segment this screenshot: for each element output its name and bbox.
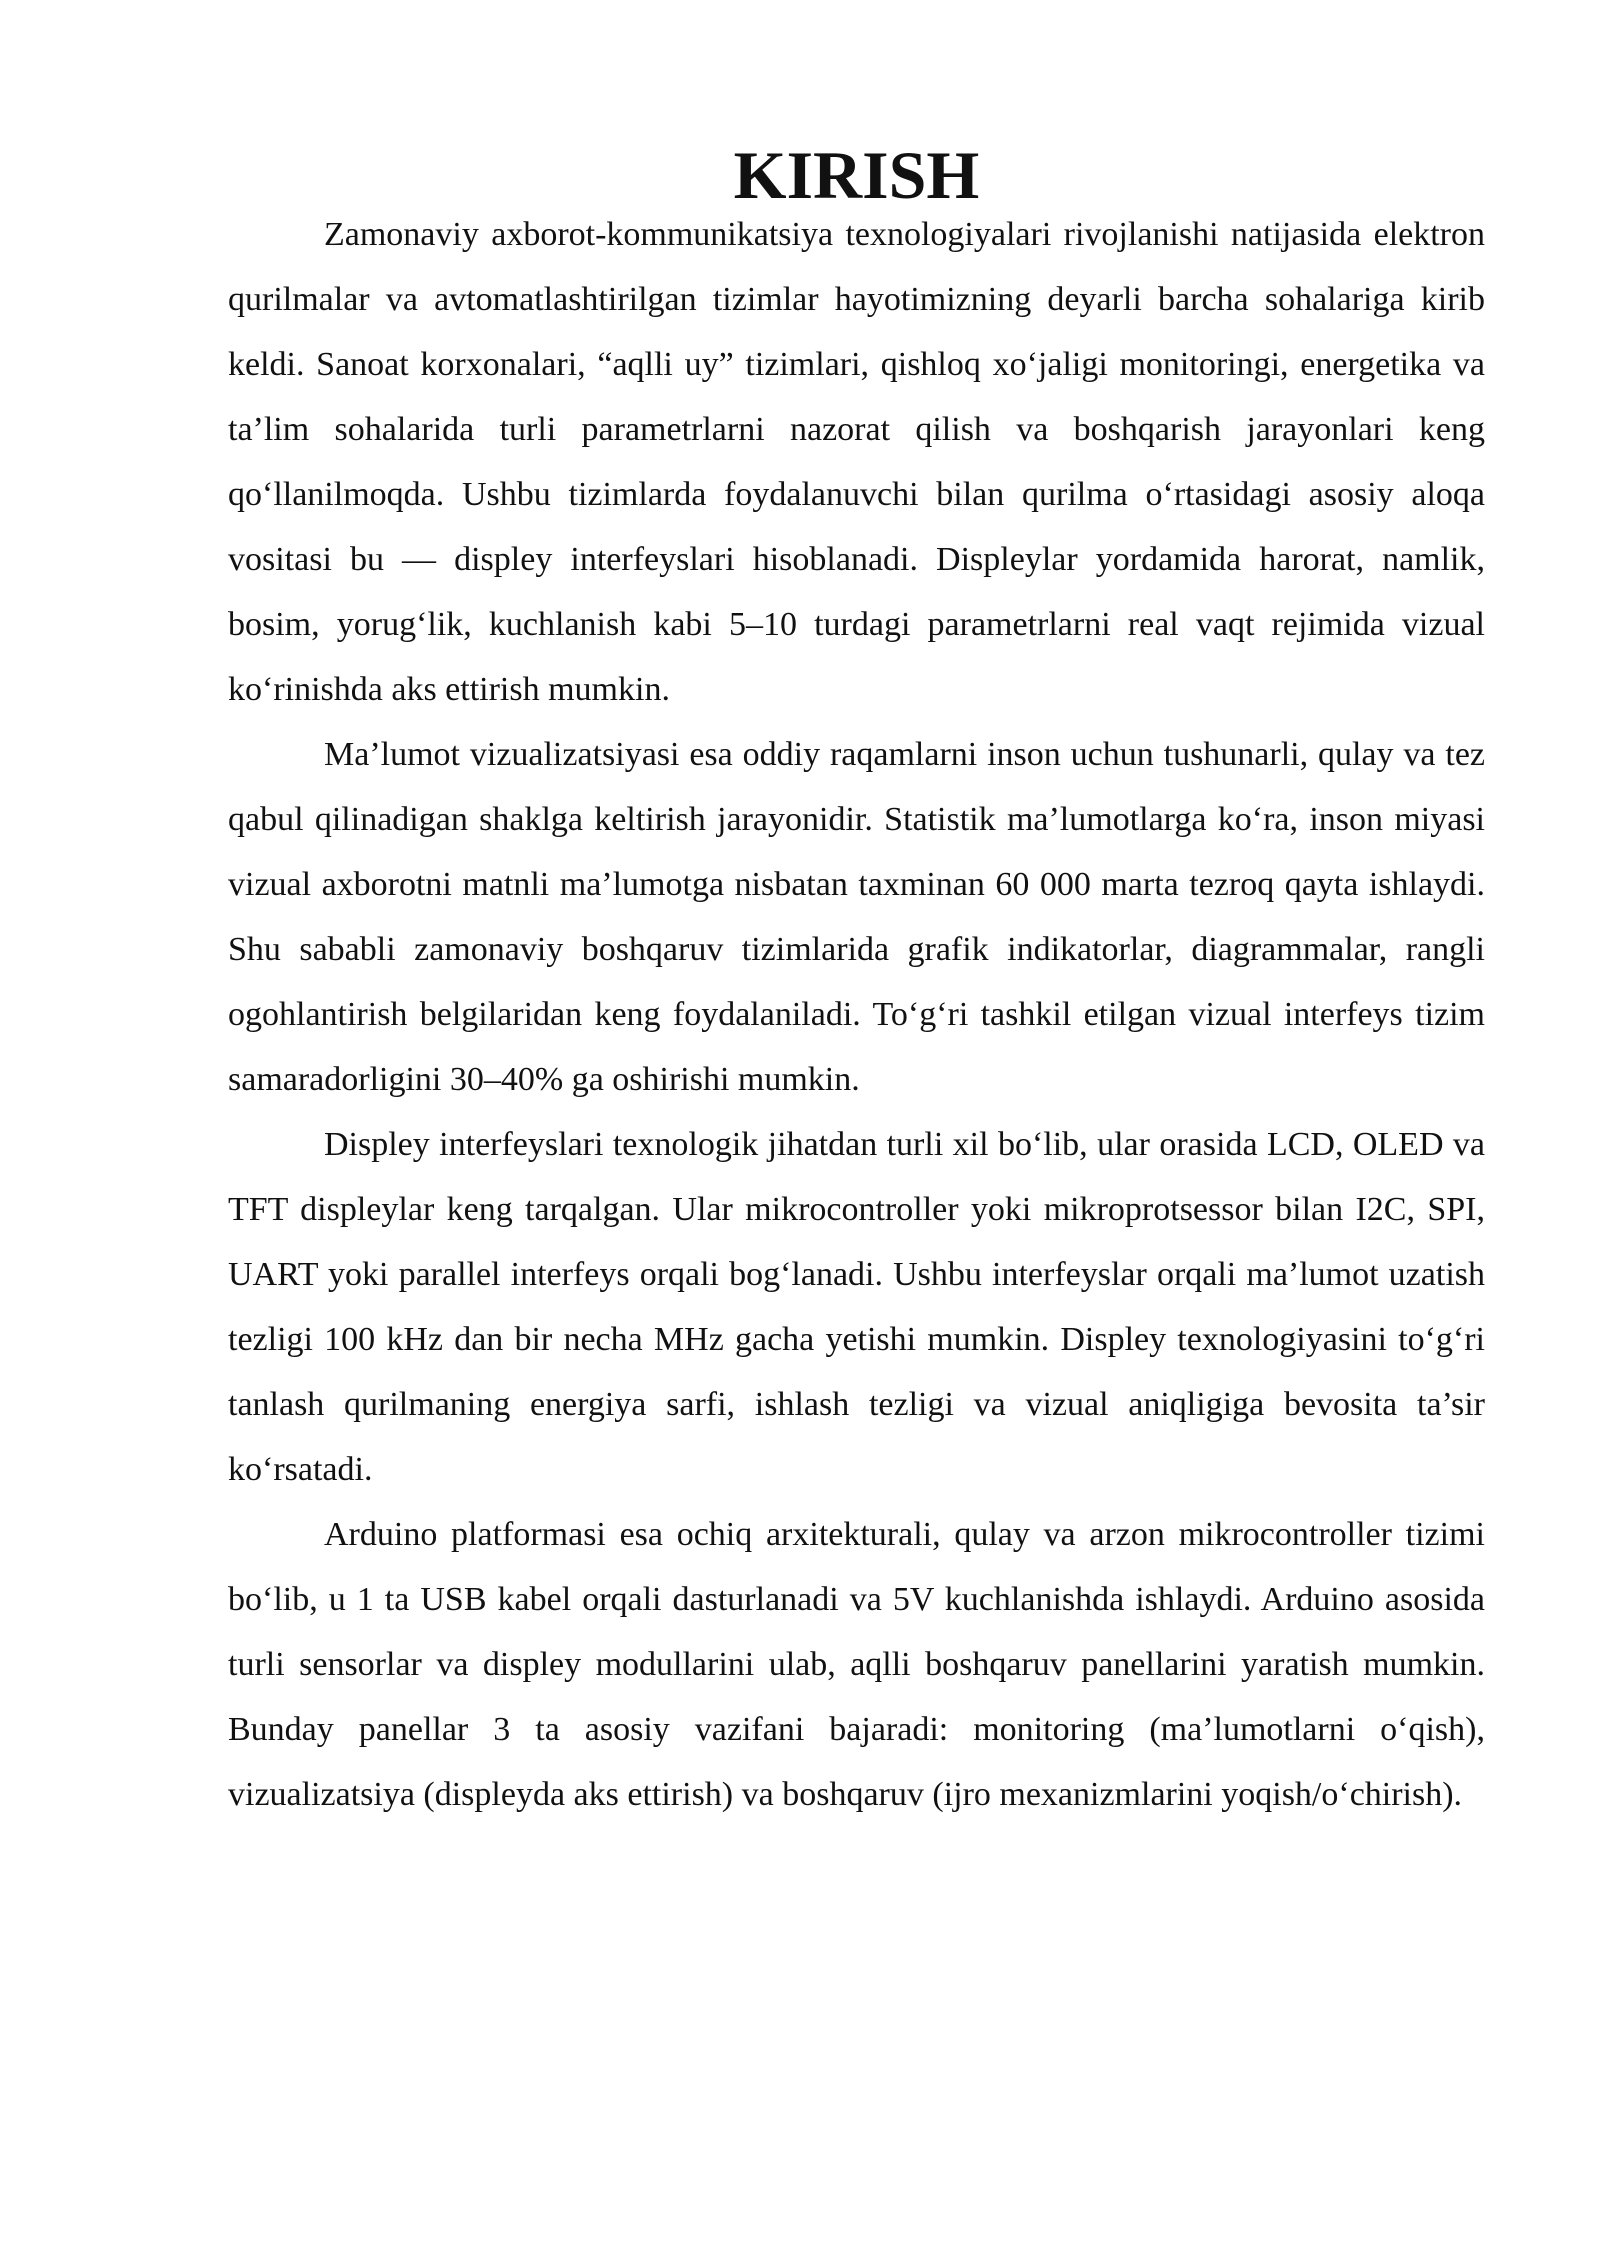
document-title: KIRISH xyxy=(733,137,980,213)
paragraph-intro: Zamonaviy axborot-kommunikatsiya texnologiyalari rivojlanishi natijasida elektron qurilmalar va avtomatlashtirilgan tizimlar hayotimizning deyarli barcha sohalariga kirib keldi. Sanoat korxonalari, “aqlli uy” tizimlari, qishloq xo‘jaligi monitoringi, energetika va ta’lim sohalarida turli parametrlarni nazorat qilish va boshqarish jarayonlari keng qo‘llanilmoqda. Ushbu tizimlarda foydalanuvchi bilan qurilma o‘rtasidagi asosiy aloqa vositasi bu — displey interfeyslari hisoblanadi. Displeylar yordamida harorat, namlik, bosim, yorug‘lik, kuchlanish kabi 5–10 turdagi parametrlarni real vaqt rejimida vizual ko‘rinishda aks ettirish mumkin. xyxy=(228,216,1485,708)
paragraph-arduino: Arduino platformasi esa ochiq arxitekturali, qulay va arzon mikrocontroller tizimi bo‘lib, u 1 ta USB kabel orqali dasturlanadi va 5V kuchlanishda ishlaydi. Arduino asosida turli sensorlar va displey modullarini ulab, aqlli boshqaruv panellarini yaratish mumkin. Bunday panellar 3 ta asosiy vazifani bajaradi: monitoring (ma’lumotlarni o‘qish), vizualizatsiya (displeyda aks ettirish) va boshqaruv (ijro mexanizmlarini yoqish/o‘chirish). xyxy=(228,1516,1485,1813)
paragraph-visualization: Ma’lumot vizualizatsiyasi esa oddiy raqamlarni inson uchun tushunarli, qulay va tez qabul qilinadigan shaklga keltirish jarayonidir. Statistik ma’lumotlarga ko‘ra, inson miyasi vizual axborotni matnli ma’lumotga nisbatan taxminan 60 000 marta tezroq qayta ishlaydi. Shu sababli zamonaviy boshqaruv tizimlarida grafik indikatorlar, diagrammalar, rangli ogohlantirish belgilaridan keng foydalaniladi. To‘g‘ri tashkil etilgan vizual interfeys tizim samaradorligini 30–40% ga oshirishi mumkin. xyxy=(228,736,1485,1098)
document-page xyxy=(228,137,1485,1827)
paragraph-display-interfaces: Displey interfeyslari texnologik jihatdan turli xil bo‘lib, ular orasida LCD, OLED va TFT displeylar keng tarqalgan. Ular mikrocontroller yoki mikroprotsessor bilan I2C, SPI, UART yoki parallel interfeys orqali bog‘lanadi. Ushbu interfeyslar orqali ma’lumot uzatish tezligi 100 kHz dan bir necha MHz gacha yetishi mumkin. Displey texnologiyasini to‘g‘ri tanlash qurilmaning energiya sarfi, ishlash tezligi va vizual aniqligiga bevosita ta’sir ko‘rsatadi. xyxy=(228,1126,1485,1488)
